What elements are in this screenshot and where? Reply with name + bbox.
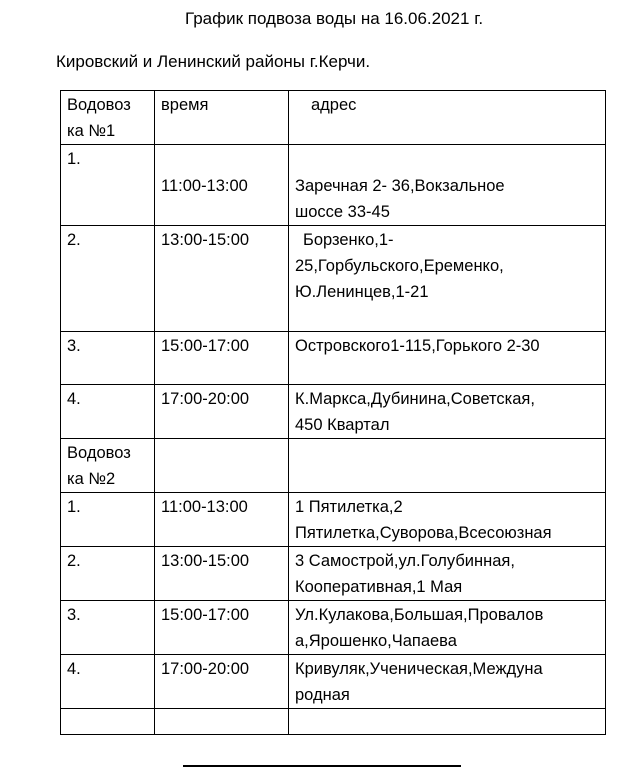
table-row-empty bbox=[61, 709, 606, 735]
section-label-truck-2: Водовоз ка №2 bbox=[61, 439, 155, 493]
row-time: 17:00-20:00 bbox=[155, 655, 289, 709]
row-time bbox=[155, 709, 289, 735]
table-row bbox=[61, 145, 606, 226]
row-address: К.Маркса,Дубинина,Советская, 450 Квартал bbox=[289, 385, 606, 439]
header-truck-1: Водовоз ка №1 bbox=[61, 91, 155, 145]
table-row bbox=[61, 493, 606, 547]
row-address: Кривуляк,Ученическая,Междуна родная bbox=[289, 655, 606, 709]
row-time: 15:00-17:00 bbox=[155, 332, 289, 385]
row-address: 1 Пятилетка,2 Пятилетка,Суворова,Всесоюзная bbox=[289, 493, 606, 547]
header-address: адрес bbox=[289, 91, 606, 145]
row-number: 3. bbox=[61, 601, 155, 655]
table-row bbox=[61, 655, 606, 709]
row-address bbox=[289, 709, 606, 735]
table-header-row bbox=[61, 91, 606, 145]
row-number: 2. bbox=[61, 547, 155, 601]
row-time bbox=[155, 439, 289, 493]
row-time: 13:00-15:00 bbox=[155, 226, 289, 332]
row-time: 17:00-20:00 bbox=[155, 385, 289, 439]
row-time: 11:00-13:00 bbox=[155, 145, 289, 226]
row-address: Островского1-115,Горького 2-30 bbox=[289, 332, 606, 385]
row-time: 15:00-17:00 bbox=[155, 601, 289, 655]
section-row-truck-2 bbox=[61, 439, 606, 493]
header-time: время bbox=[155, 91, 289, 145]
document-title: График подвоза воды на 16.06.2021 г. bbox=[184, 9, 484, 28]
signature-line bbox=[183, 765, 461, 767]
row-time: 13:00-15:00 bbox=[155, 547, 289, 601]
row-address: Заречная 2- 36,Вокзальное шоссе 33-45 bbox=[289, 145, 606, 226]
row-number: 4. bbox=[61, 655, 155, 709]
row-address: Борзенко,1- 25,Горбульского,Еременко, Ю.Ленинцев,1-21 bbox=[289, 226, 606, 332]
row-number: 2. bbox=[61, 226, 155, 332]
row-number: 1. bbox=[61, 145, 155, 226]
row-number: 4. bbox=[61, 385, 155, 439]
table-row bbox=[61, 547, 606, 601]
schedule-table bbox=[60, 90, 606, 735]
table-row bbox=[61, 385, 606, 439]
row-number: 3. bbox=[61, 332, 155, 385]
row-number bbox=[61, 709, 155, 735]
document-subtitle: Кировский и Ленинский районы г.Керчи. bbox=[56, 52, 371, 71]
row-time: 11:00-13:00 bbox=[155, 493, 289, 547]
row-number: 1. bbox=[61, 493, 155, 547]
row-address: Ул.Кулакова,Большая,Провалов а,Ярошенко,Чапаева bbox=[289, 601, 606, 655]
row-address: 3 Самострой,ул.Голубинная, Кооперативная,1 Мая bbox=[289, 547, 606, 601]
table-row bbox=[61, 601, 606, 655]
table-row bbox=[61, 332, 606, 385]
row-address bbox=[289, 439, 606, 493]
table-row bbox=[61, 226, 606, 332]
